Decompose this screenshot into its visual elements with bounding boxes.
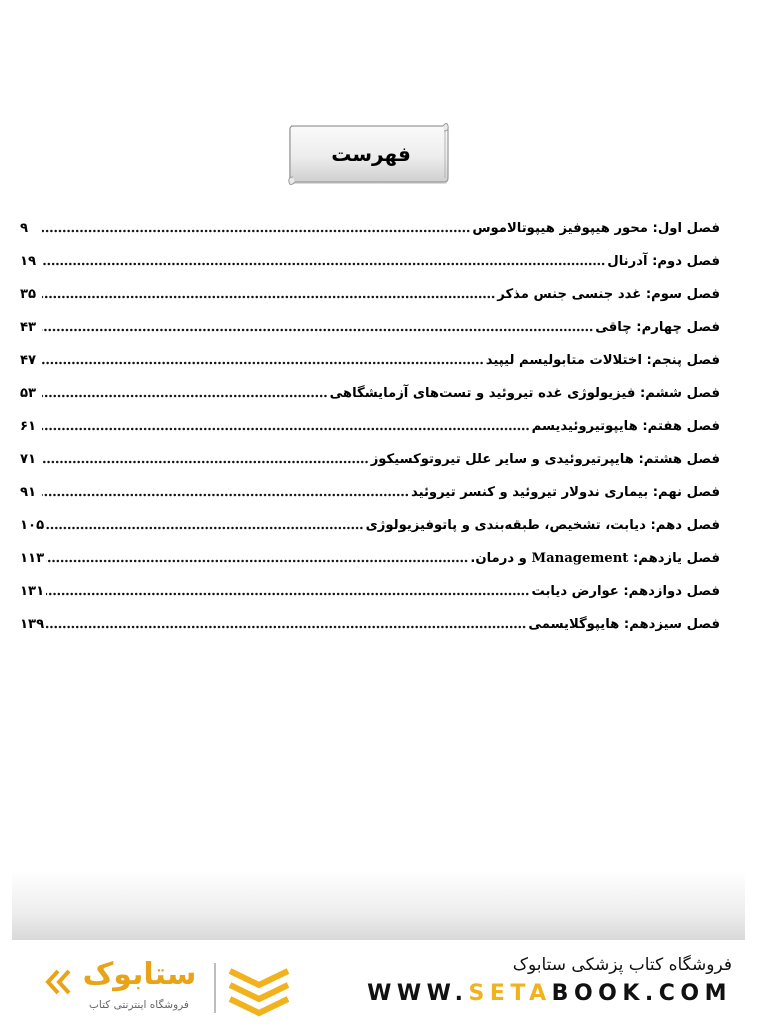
store-name: فروشگاه کتاب پزشکی ستابوک [512,955,732,975]
toc-entry-title-suffix: و درمان. [470,551,527,566]
toc-entry-title-latin: Management [531,551,629,566]
toc-entry[interactable] [20,575,720,608]
dot-leader [42,323,593,336]
toc-entry[interactable] [20,476,720,509]
toc-entry-page: ۹۱ [20,485,37,500]
toc-entry-title: فصل دوازدهم: عوارض دیابت [531,584,720,599]
toc-entry-page: ۷۱ [20,452,37,467]
store-info [367,955,732,1006]
toc-entry-title: فصل نهم: بیماری ندولار تیروئید و کنسر تیروئید [410,485,720,500]
toc-entry[interactable] [20,377,720,410]
toc-entry[interactable] [20,608,720,641]
toc-entry-page: ۹ [20,221,29,236]
dot-leader [42,389,328,402]
toc-entry-page: ۱۳۱ [20,584,45,599]
logo-wordmark: ستابوک [82,957,197,992]
dot-leader [46,554,468,567]
toc-entry[interactable] [20,443,720,476]
dot-leader [42,290,495,303]
toc-entry[interactable] [20,278,720,311]
toc-entry-title-prefix: فصل یازدهم: [632,551,720,566]
toc-entry-title: فصل چهارم: چاقی [595,320,720,335]
toc-entry[interactable] [20,344,720,377]
toc-entry[interactable] [20,311,720,344]
toc-entry-page: ۱۱۳ [20,551,45,566]
toc-entry-page: ۱۳۹ [20,617,45,632]
toc-entry-title: فصل سیزدهم: هایپوگلایسمی [528,617,720,632]
store-url[interactable] [367,981,732,1006]
setabook-logo[interactable] [44,955,304,1025]
double-chevron-icon [44,967,74,997]
url-prefix: WWW. [367,981,469,1006]
toc-entry-page: ۱۰۵ [20,518,45,533]
scroll-banner [287,122,451,186]
dot-leader [46,521,364,534]
toc-entry[interactable] [20,245,720,278]
page-title: فهرست [331,142,411,166]
toc-entry-title: فصل دهم: دیابت، تشخیص، طبقه‌بندی و پاتوفیزیولوژی [365,518,720,533]
url-accent: SETA [468,981,552,1006]
logo-tagline: فروشگاه اینترنتی کتاب [89,999,189,1011]
dot-leader [46,620,526,633]
toc-entry-title: فصل هفتم: هایپوتیروئیدیسم [531,419,720,434]
toc-entry-title: فصل ششم: فیزیولوژی غده تیروئید و تست‌های آزمایشگاهی [329,386,720,401]
toc-entry-page: ۳۵ [20,287,37,302]
dot-leader [42,356,484,369]
toc-entry-page: ۱۹ [20,254,37,269]
toc-entry-title: فصل سوم: غدد جنسی جنس مذکر [497,287,720,302]
footer-shade [12,870,745,940]
logo-divider [214,963,216,1013]
toc-entry-page: ۴۷ [20,353,37,368]
dot-leader [46,587,529,600]
toc-entry-page: ۶۱ [20,419,37,434]
url-suffix: BOOK.COM [551,981,732,1006]
toc-entry-title: فصل دوم: آدرنال [607,254,720,269]
toc-entry[interactable] [20,509,720,542]
dot-leader [42,422,530,435]
toc-entry-title: فصل هشتم: هایپرتیروئیدی و سایر علل تیروتوکسیکوز [370,452,720,467]
table-of-contents [20,212,720,641]
dot-leader [42,488,409,501]
dot-leader [42,257,605,270]
toc-entry-page: ۴۳ [20,320,37,335]
toc-entry[interactable] [20,410,720,443]
toc-entry-page: ۵۳ [20,386,37,401]
toc-entry[interactable] [20,212,720,245]
toc-entry-title: فصل اول: محور هیپوفیز هیپوتالاموس [472,221,720,236]
toc-entry-title: فصل پنجم: اختلالات متابولیسم لیپید [485,353,720,368]
dot-leader [42,224,470,237]
toc-entry[interactable] [20,542,720,575]
dot-leader [42,455,369,468]
book-stack-icon [224,963,294,1019]
toc-entry-title [470,551,720,566]
